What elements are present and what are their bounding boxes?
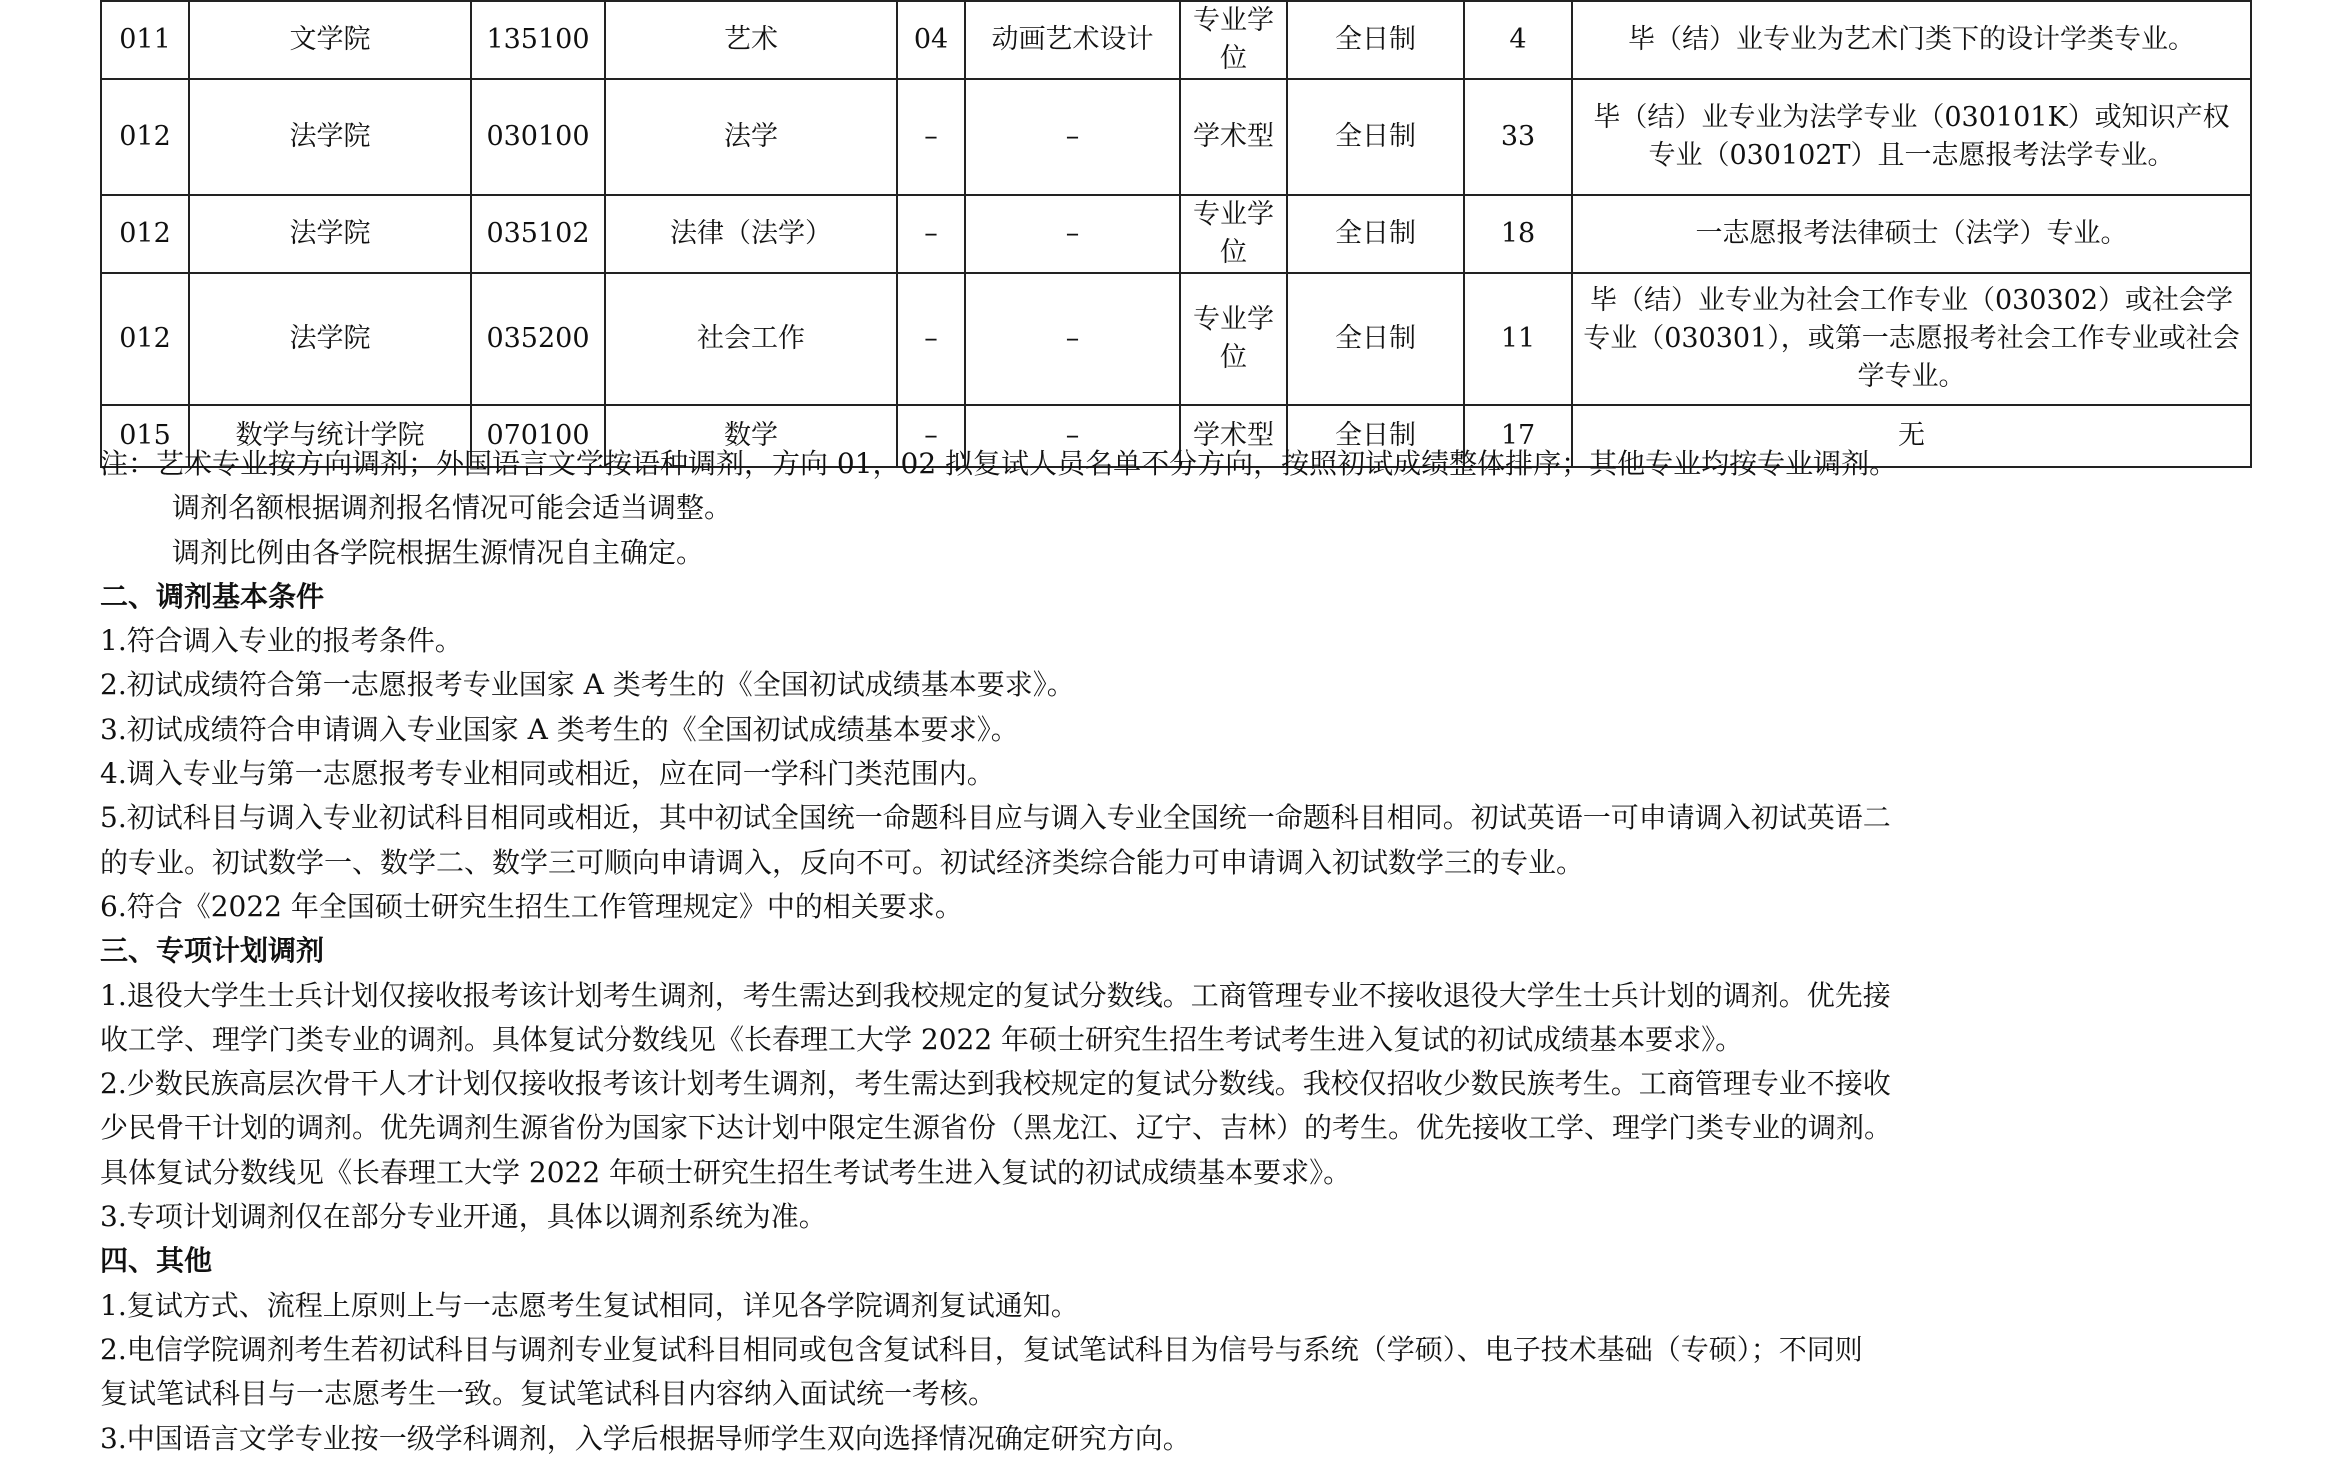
quota-cell: 11 bbox=[1464, 273, 1572, 405]
requirement-note-cell: 毕（结）业专业为艺术门类下的设计学类专业。 bbox=[1572, 1, 2251, 79]
paragraph-line: 3.中国语言文学专业按一级学科调剂，入学后根据导师学生双向选择情况确定研究方向。 bbox=[100, 1421, 1191, 1455]
table-row bbox=[101, 273, 2251, 405]
requirement-note-cell: 一志愿报考法律硕士（法学）专业。 bbox=[1572, 195, 2251, 273]
paragraph-line: 2.电信学院调剂考生若初试科目与调剂专业复试科目相同或包含复试科目，复试笔试科目为信号与系统（学硕）、电子技术基础（专硕）；不同则 bbox=[100, 1332, 1863, 1366]
degree-type-cell: 学术型 bbox=[1180, 405, 1287, 467]
degree-type-cell: 专业学位 bbox=[1180, 273, 1287, 405]
major-name-cell: 数学 bbox=[605, 405, 897, 467]
section-heading: 二、调剂基本条件 bbox=[100, 579, 325, 613]
college-name-cell: 数学与统计学院 bbox=[189, 405, 471, 467]
direction-name-cell: – bbox=[965, 79, 1180, 195]
paragraph-line: 具体复试分数线见《长春理工大学 2022 年硕士研究生招生考试考生进入复试的初试成绩基本要求》。 bbox=[100, 1155, 1352, 1189]
college-name-cell: 文学院 bbox=[189, 1, 471, 79]
study-mode-cell: 全日制 bbox=[1287, 79, 1464, 195]
major-code-cell: 030100 bbox=[471, 79, 605, 195]
direction-code-cell: – bbox=[897, 195, 965, 273]
table-note: 调剂比例由各学院根据生源情况自主确定。 bbox=[172, 535, 705, 569]
paragraph-line: 5.初试科目与调入专业初试科目相同或相近，其中初试全国统一命题科目应与调入专业全国统一命题科目相同。初试英语一可申请调入初试英语二 bbox=[100, 801, 1891, 835]
paragraph-line: 复试笔试科目与一志愿考生一致。复试笔试科目内容纳入面试统一考核。 bbox=[100, 1377, 997, 1411]
college-name-cell: 法学院 bbox=[189, 195, 471, 273]
paragraph-line: 收工学、理学门类专业的调剂。具体复试分数线见《长春理工大学 2022 年硕士研究生招生考试考生进入复试的初试成绩基本要求》。 bbox=[100, 1022, 1744, 1056]
direction-name-cell: – bbox=[965, 273, 1180, 405]
table-row bbox=[101, 195, 2251, 273]
degree-type-cell: 专业学位 bbox=[1180, 1, 1287, 79]
table-row bbox=[101, 1, 2251, 79]
degree-type-cell: 专业学位 bbox=[1180, 195, 1287, 273]
direction-code-cell: – bbox=[897, 79, 965, 195]
major-code-cell: 035200 bbox=[471, 273, 605, 405]
major-code-cell: 070100 bbox=[471, 405, 605, 467]
table-note: 注：艺术专业按方向调剂；外国语言文学按语种调剂，方向 01，02 拟复试人员名单不分方向，按照初试成绩整体排序；其他专业均按专业调剂。 bbox=[100, 447, 1898, 480]
paragraph-line: 1.退役大学生士兵计划仅接收报考该计划考生调剂，考生需达到我校规定的复试分数线。工商管理专业不接收退役大学生士兵计划的调剂。优先接 bbox=[100, 978, 1891, 1012]
study-mode-cell: 全日制 bbox=[1287, 405, 1464, 467]
major-code-cell: 135100 bbox=[471, 1, 605, 79]
college-name-cell: 法学院 bbox=[189, 79, 471, 195]
quota-cell: 17 bbox=[1464, 405, 1572, 467]
study-mode-cell: 全日制 bbox=[1287, 273, 1464, 405]
paragraph-line: 少民骨干计划的调剂。优先调剂生源省份为国家下达计划中限定生源省份（黑龙江、辽宁、吉林）的考生。优先接收工学、理学门类专业的调剂。 bbox=[100, 1111, 1893, 1145]
direction-name-cell: – bbox=[965, 195, 1180, 273]
college-code-cell: 015 bbox=[101, 405, 189, 467]
document-body bbox=[100, 442, 2250, 1461]
paragraph-line: 1.复试方式、流程上原则上与一志愿考生复试相同，详见各学院调剂复试通知。 bbox=[100, 1288, 1079, 1322]
paragraph-line: 4.调入专业与第一志愿报考专业相同或相近，应在同一学科门类范围内。 bbox=[100, 757, 995, 791]
requirement-note-cell: 无 bbox=[1572, 405, 2251, 467]
paragraph-line: 3.初试成绩符合申请调入专业国家 A 类考生的《全国初试成绩基本要求》。 bbox=[100, 712, 1019, 746]
major-name-cell: 社会工作 bbox=[605, 273, 897, 405]
major-name-cell: 法律（法学） bbox=[605, 195, 897, 273]
college-code-cell: 012 bbox=[101, 79, 189, 195]
major-name-cell: 法学 bbox=[605, 79, 897, 195]
section-heading: 三、专项计划调剂 bbox=[100, 934, 325, 968]
requirement-note-cell: 毕（结）业专业为法学专业（030101K）或知识产权专业（030102T）且一志愿报考法学专业。 bbox=[1572, 79, 2251, 195]
study-mode-cell: 全日制 bbox=[1287, 1, 1464, 79]
paragraph-line: 6.符合《2022 年全国硕士研究生招生工作管理规定》中的相关要求。 bbox=[100, 889, 963, 923]
direction-name-cell: 动画艺术设计 bbox=[965, 1, 1180, 79]
quota-cell: 33 bbox=[1464, 79, 1572, 195]
paragraph-line: 1.符合调入专业的报考条件。 bbox=[100, 624, 463, 658]
major-name-cell: 艺术 bbox=[605, 1, 897, 79]
paragraph-line: 2.初试成绩符合第一志愿报考专业国家 A 类考生的《全国初试成绩基本要求》。 bbox=[100, 668, 1075, 702]
quota-cell: 18 bbox=[1464, 195, 1572, 273]
direction-name-cell: – bbox=[965, 405, 1180, 467]
paragraph-line: 的专业。初试数学一、数学二、数学三可顺向申请调入，反向不可。初试经济类综合能力可申请调入初试数学三的专业。 bbox=[100, 845, 1585, 879]
direction-code-cell: – bbox=[897, 273, 965, 405]
paragraph-line: 3.专项计划调剂仅在部分专业开通，具体以调剂系统为准。 bbox=[100, 1200, 827, 1234]
quota-cell: 4 bbox=[1464, 1, 1572, 79]
direction-code-cell: – bbox=[897, 405, 965, 467]
major-code-cell: 035102 bbox=[471, 195, 605, 273]
table-note: 调剂名额根据调剂报名情况可能会适当调整。 bbox=[172, 491, 733, 525]
paragraph-line: 2.少数民族高层次骨干人才计划仅接收报考该计划考生调剂，考生需达到我校规定的复试分数线。我校仅招收少数民族考生。工商管理专业不接收 bbox=[100, 1067, 1891, 1101]
college-code-cell: 012 bbox=[101, 273, 189, 405]
degree-type-cell: 学术型 bbox=[1180, 79, 1287, 195]
college-name-cell: 法学院 bbox=[189, 273, 471, 405]
direction-code-cell: 04 bbox=[897, 1, 965, 79]
requirement-note-cell: 毕（结）业专业为社会工作专业（030302）或社会学专业（030301），或第一志愿报考社会工作专业或社会学专业。 bbox=[1572, 273, 2251, 405]
section-heading: 四、其他 bbox=[100, 1244, 213, 1278]
table-row bbox=[101, 79, 2251, 195]
study-mode-cell: 全日制 bbox=[1287, 195, 1464, 273]
college-code-cell: 012 bbox=[101, 195, 189, 273]
adjustment-table bbox=[100, 0, 2252, 468]
college-code-cell: 011 bbox=[101, 1, 189, 79]
